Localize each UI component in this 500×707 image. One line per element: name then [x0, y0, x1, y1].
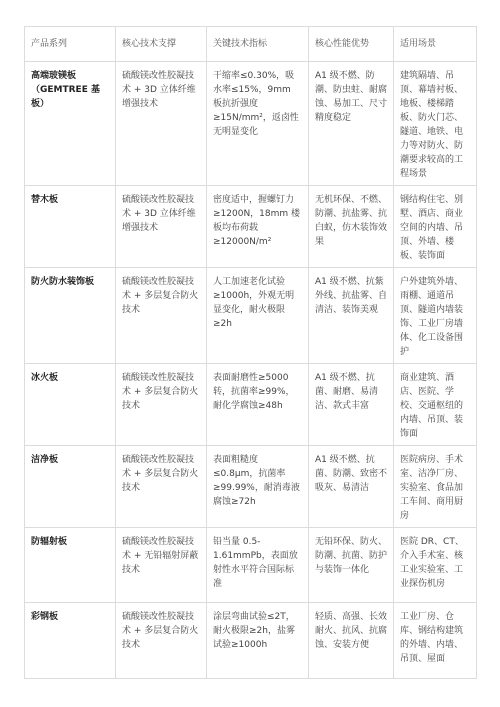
- product-name: 洁净板: [25, 446, 116, 528]
- core-tech: 硫酸镁改性胶凝技术 + 多层复合防火技术: [116, 603, 207, 679]
- product-name: 冰火板: [25, 364, 116, 446]
- application-scene: 商业建筑、酒店、医院、学校、交通枢纽的内墙、吊顶、装饰面: [394, 364, 477, 446]
- spec-table-container: [24, 26, 476, 679]
- core-tech: 硫酸镁改性胶凝技术 + 多层复合防火技术: [116, 268, 207, 364]
- product-spec-table: [24, 26, 477, 679]
- header-core-tech: 核心技术支撑: [116, 27, 207, 62]
- table-header-row: [25, 27, 477, 62]
- key-spec: 密度适中，握螺钉力≥1200N，18mm 楼板均布荷载≥12000N/m²: [207, 186, 309, 268]
- table-row: [25, 603, 477, 679]
- product-name: 高端玻镁板（GEMTREE 基板）: [25, 62, 116, 186]
- application-scene: 建筑隔墙、吊顶、幕墙衬板、地板、楼梯踏板、防火门芯、隧道、地铁、电力等对防火、防潮要求较高的工程场景: [394, 62, 477, 186]
- table-row: [25, 528, 477, 603]
- key-spec: 干缩率≤0.30%，吸水率≤15%，9mm 板抗折强度≥15N/mm²，返卤性无明显变化: [207, 62, 309, 186]
- application-scene: 户外建筑外墙、雨棚、通道吊顶、隧道内墙装饰、工业厂房墙体、化工设备围护: [394, 268, 477, 364]
- application-scene: 医院病房、手术室、洁净厂房、实验室、食品加工车间、商用厨房: [394, 446, 477, 528]
- core-tech: 硫酸镁改性胶凝技术 + 多层复合防火技术: [116, 364, 207, 446]
- core-advantage: A1 级不燃、抗菌、防潮、致密不吸灰、易清洁: [309, 446, 394, 528]
- core-tech: 硫酸镁改性胶凝技术 + 无铅辐射屏蔽技术: [116, 528, 207, 603]
- product-name: 替木板: [25, 186, 116, 268]
- table-row: [25, 446, 477, 528]
- header-product-series: 产品系列: [25, 27, 116, 62]
- table-row: [25, 186, 477, 268]
- application-scene: 工业厂房、仓库、钢结构建筑的外墙、内墙、吊顶、屋面: [394, 603, 477, 679]
- table-row: [25, 268, 477, 364]
- application-scene: 医院 DR、CT、介入手术室、核工业实验室、工业探伤机房: [394, 528, 477, 603]
- key-spec: 铅当量 0.5-1.61mmPb，表面放射性水平符合国际标准: [207, 528, 309, 603]
- key-spec: 表面耐磨性≥5000 转，抗菌率≥99%，耐化学腐蚀≥48h: [207, 364, 309, 446]
- table-row: [25, 62, 477, 186]
- core-advantage: 轻质、高强、长效耐火、抗风、抗腐蚀、安装方便: [309, 603, 394, 679]
- key-spec: 涂层弯曲试验≤2T，耐火极限≥2h，盐雾试验≥1000h: [207, 603, 309, 679]
- header-core-advantages: 核心性能优势: [309, 27, 394, 62]
- core-advantage: 无机环保、不燃、防潮、抗盐雾、抗白蚁，仿木装饰效果: [309, 186, 394, 268]
- header-applications: 适用场景: [394, 27, 477, 62]
- core-advantage: A1 级不燃、防潮、防虫蛀、耐腐蚀、易加工、尺寸精度稳定: [309, 62, 394, 186]
- product-name: 防辐射板: [25, 528, 116, 603]
- key-spec: 人工加速老化试验≥1000h，外观无明显变化，耐火极限≥2h: [207, 268, 309, 364]
- core-tech: 硫酸镁改性胶凝技术 + 3D 立体纤维增强技术: [116, 186, 207, 268]
- product-name: 彩钢板: [25, 603, 116, 679]
- core-tech: 硫酸镁改性胶凝技术 + 3D 立体纤维增强技术: [116, 62, 207, 186]
- core-advantage: A1 级不燃、抗菌、耐磨、易清洁、款式丰富: [309, 364, 394, 446]
- application-scene: 钢结构住宅、别墅、酒店、商业空间的内墙、吊顶、外墙、楼板、装饰面: [394, 186, 477, 268]
- core-advantage: A1 级不燃、抗紫外线、抗盐雾、自清洁、装饰美观: [309, 268, 394, 364]
- table-row: [25, 364, 477, 446]
- core-advantage: 无铅环保、防火、防潮、抗菌、防护与装饰一体化: [309, 528, 394, 603]
- header-key-specs: 关键技术指标: [207, 27, 309, 62]
- core-tech: 硫酸镁改性胶凝技术 + 多层复合防火技术: [116, 446, 207, 528]
- product-name: 防火防水装饰板: [25, 268, 116, 364]
- key-spec: 表面粗糙度≤0.8μm，抗菌率≥99.99%，耐消毒液腐蚀≥72h: [207, 446, 309, 528]
